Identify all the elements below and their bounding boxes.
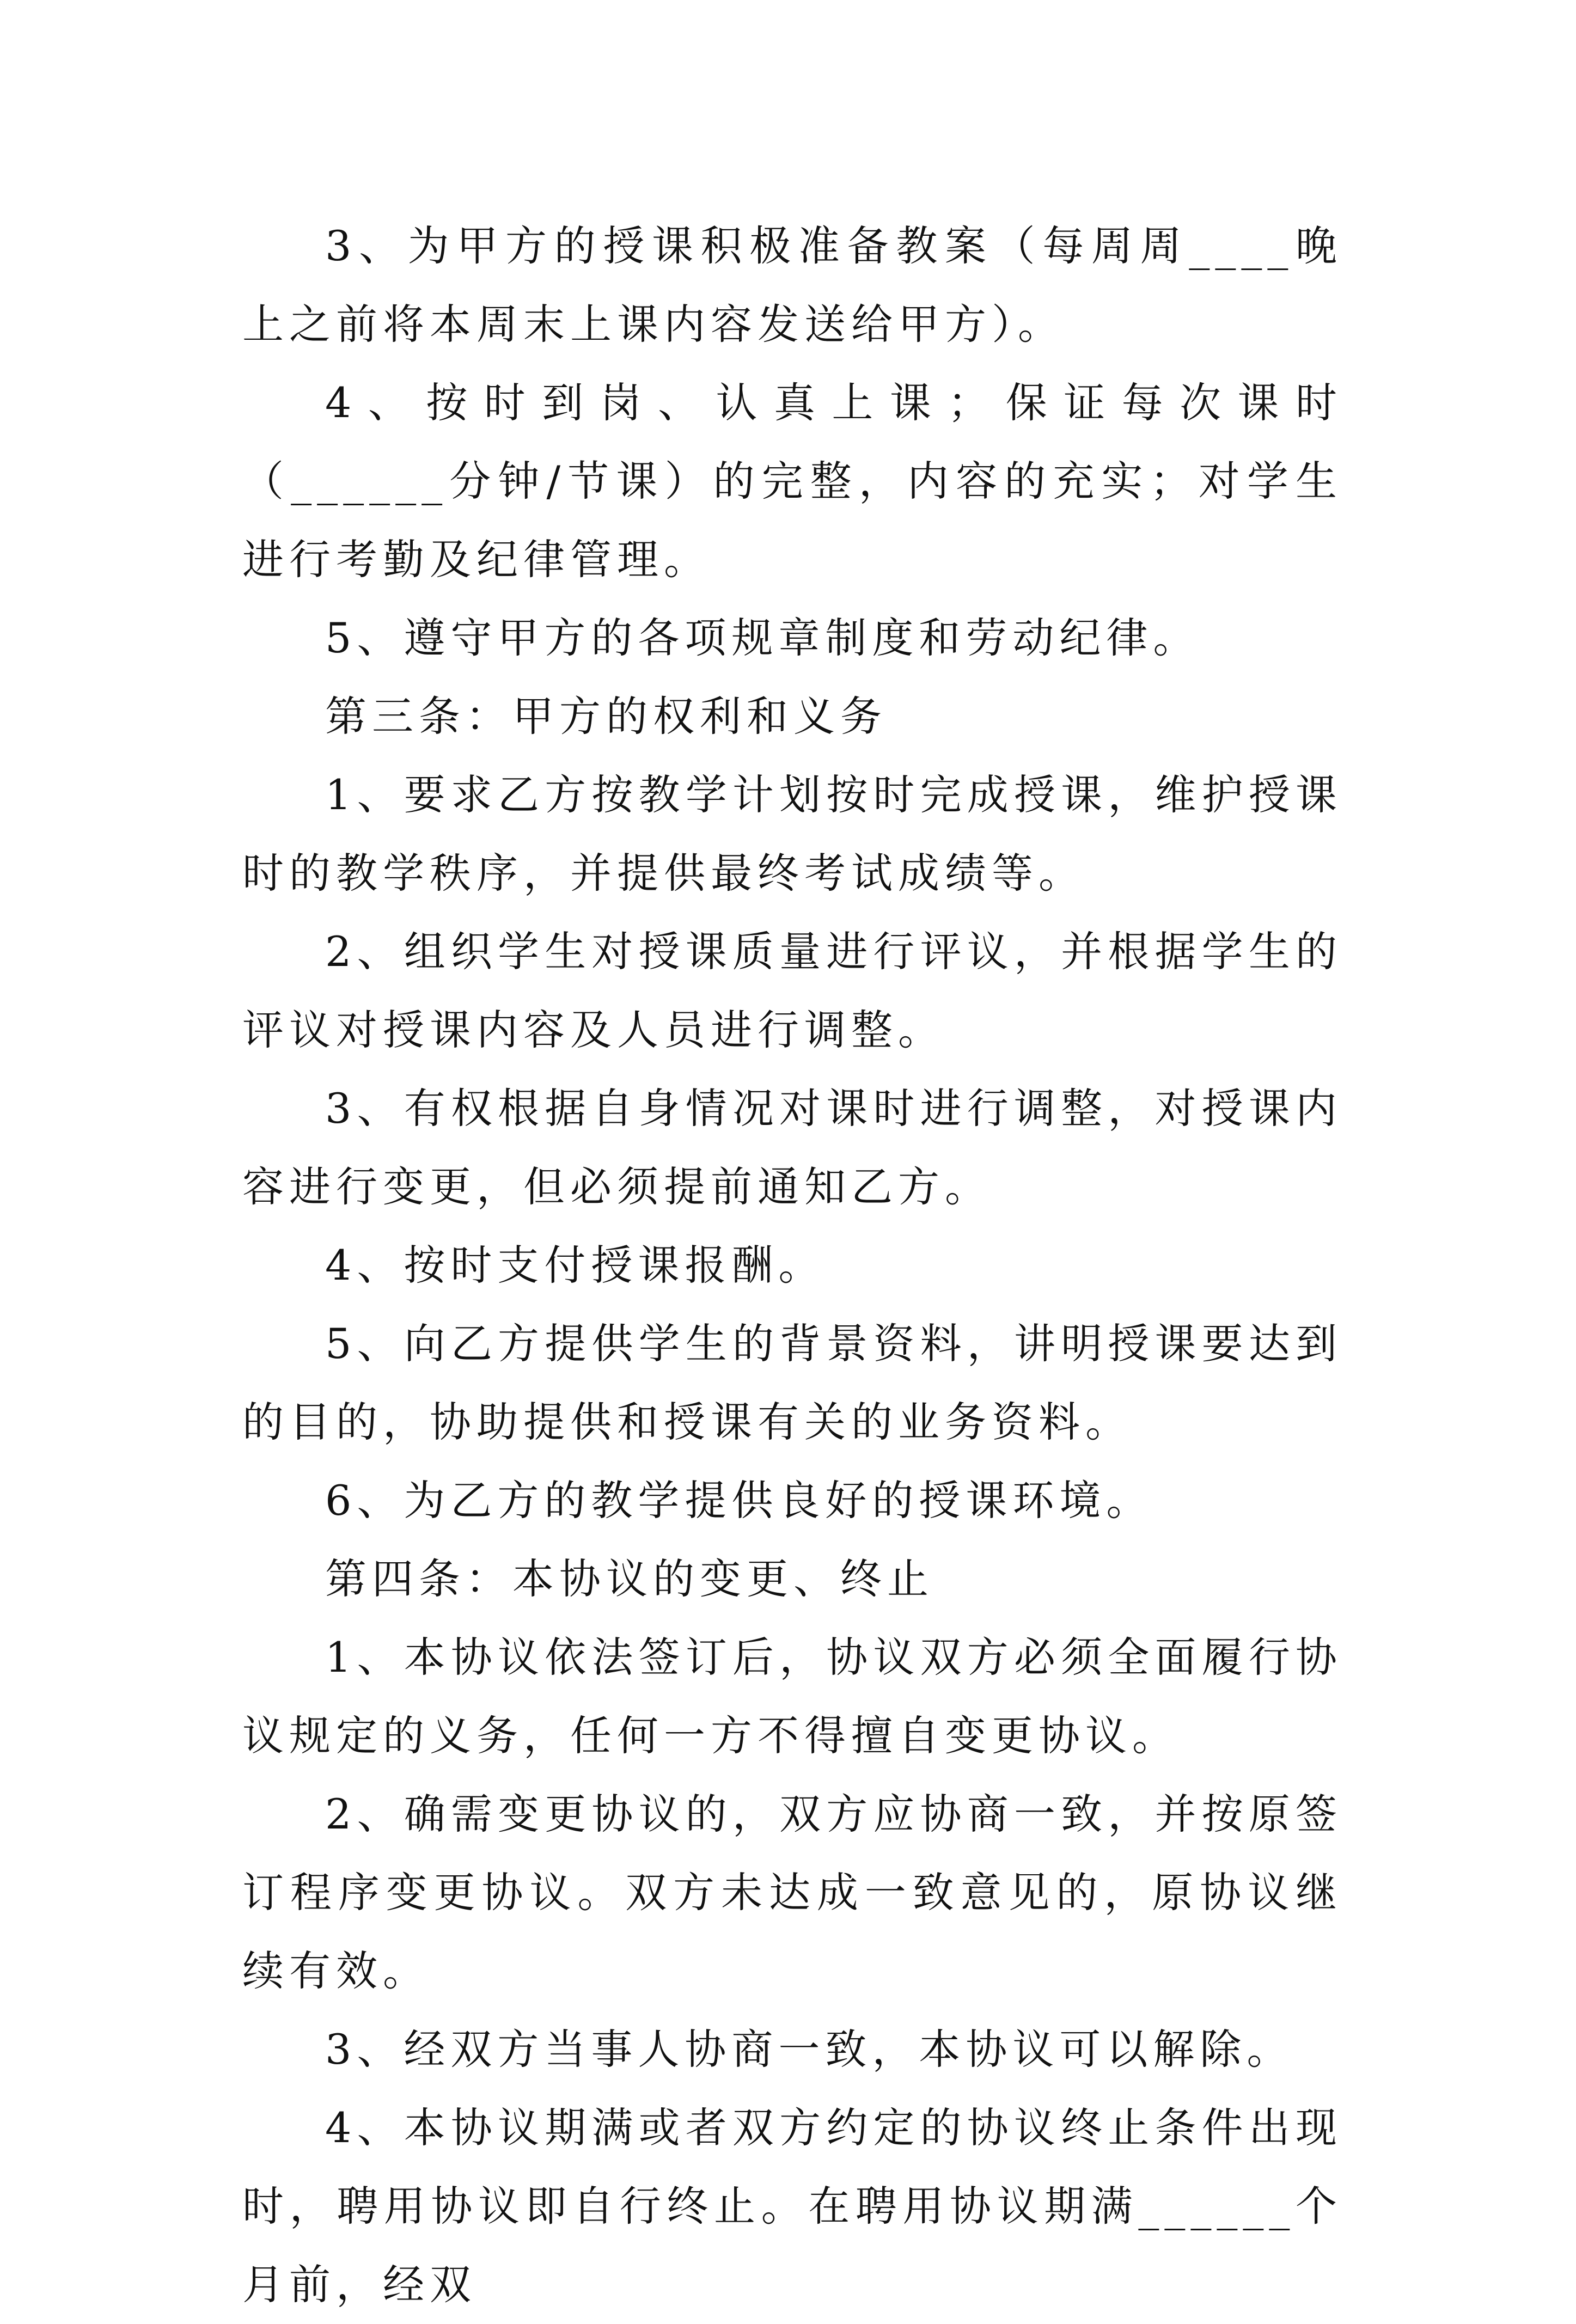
paragraph-duty-4-punctuality: 4、按时到岗、认真上课；保证每次课时（______分钟/节课）的完整，内容的充实；对学生进行考勤及纪律管理。 (242, 378, 1342, 584)
heading-article-4: 第四条：本协议的变更、终止 (325, 1555, 934, 1603)
paragraph-change-4: 4、本协议期满或者双方约定的协议终止条件出现时，聘用协议即自行终止。在聘用协议期满______个月前，经双 (242, 2103, 1342, 2309)
paragraph-change-3: 3、经双方当事人协商一致，本协议可以解除。 (325, 2025, 1294, 2074)
document-body (242, 207, 1342, 2324)
paragraph-duty-5-rules: 5、遵守甲方的各项规章制度和劳动纪律。 (325, 614, 1200, 662)
heading-article-3: 第三条：甲方的权利和义务 (325, 692, 887, 741)
paragraph-party-a-5: 5、向乙方提供学生的背景资料，讲明授课要达到的目的，协助提供和授课有关的业务资料。 (242, 1319, 1342, 1446)
paragraph-party-a-4: 4、按时支付授课报酬。 (325, 1241, 826, 1289)
paragraph-change-2: 2、确需变更协议的，双方应协商一致，并按原签订程序变更协议。双方未达成一致意见的，原协议继续有效。 (242, 1790, 1342, 1995)
paragraph-party-a-6: 6、为乙方的教学提供良好的授课环境。 (325, 1476, 1153, 1525)
paragraph-party-a-1: 1、要求乙方按教学计划按时完成授课，维护授课时的教学秩序，并提供最终考试成绩等。 (242, 770, 1342, 897)
paragraph-duty-3-lesson-plans: 3、为甲方的授课积极准备教案（每周周____晚上之前将本周末上课内容发送给甲方）。 (242, 222, 1342, 348)
paragraph-change-1: 1、本协议依法签订后，协议双方必须全面履行协议规定的义务，任何一方不得擅自变更协议。 (242, 1633, 1342, 1760)
paragraph-party-a-3: 3、有权根据自身情况对课时进行调整，对授课内容进行变更，但必须提前通知乙方。 (242, 1084, 1342, 1211)
paragraph-party-a-2: 2、组织学生对授课质量进行评议，并根据学生的评议对授课内容及人员进行调整。 (242, 927, 1342, 1054)
